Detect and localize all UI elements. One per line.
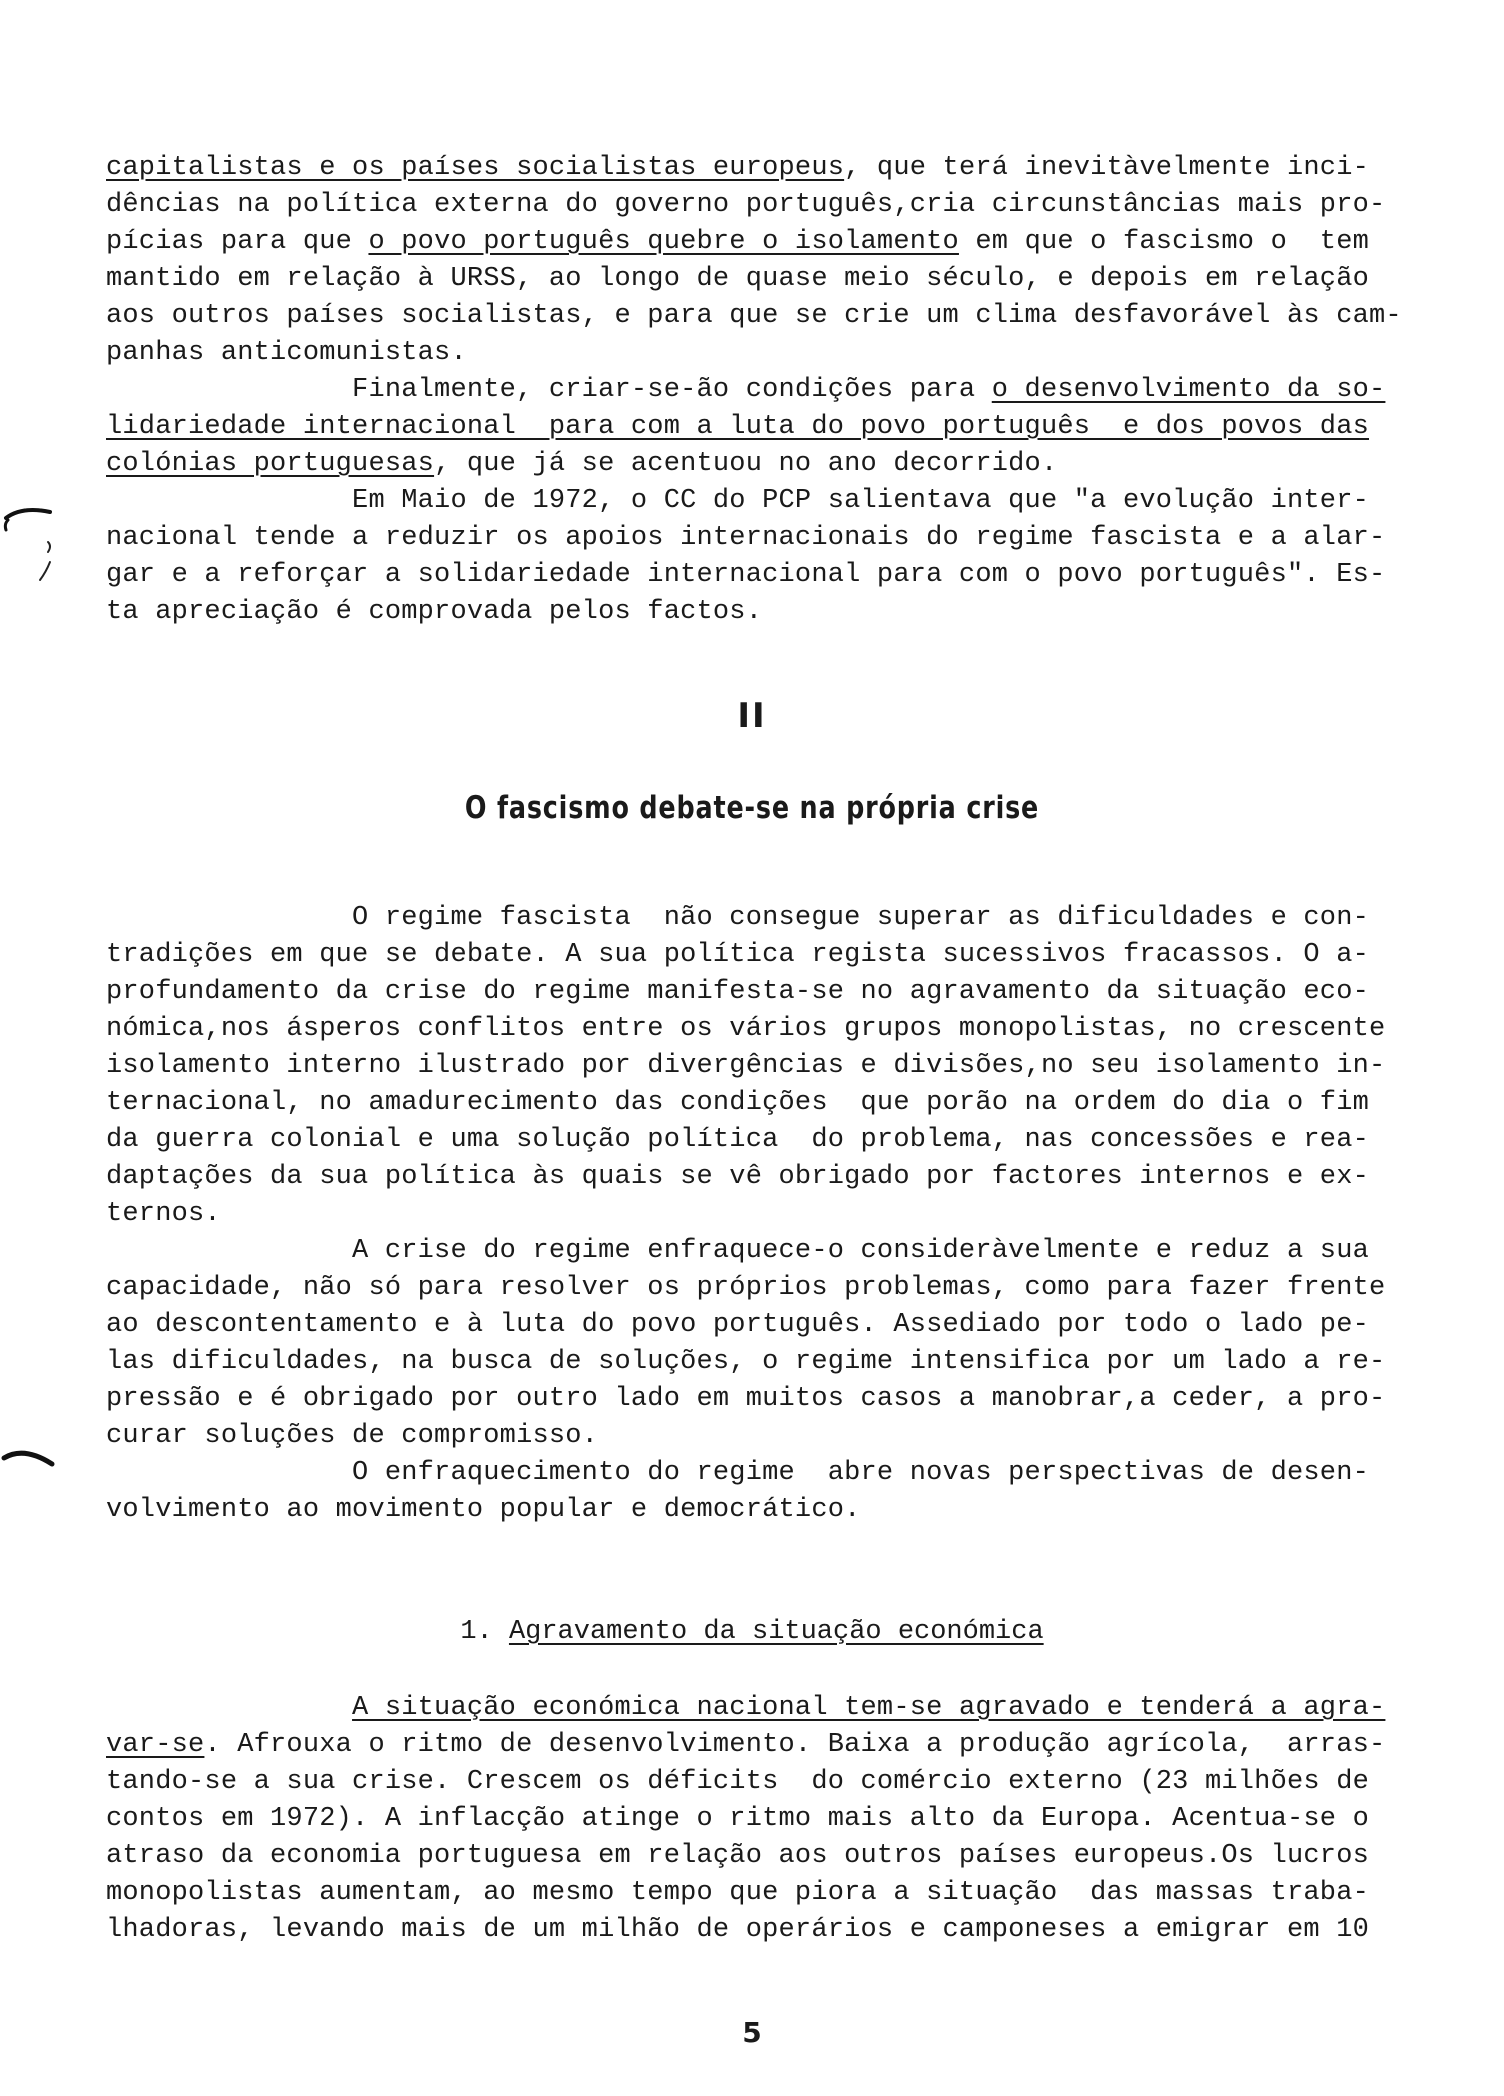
section-title: O fascismo debate-se na própria crise bbox=[464, 790, 1040, 826]
text-line bbox=[106, 1122, 1388, 1159]
text-segment: em que o fascismo o tem bbox=[958, 227, 1370, 257]
text-segment: tando-se a sua crise. Crescem os déficits do comércio externo (23 milhões de bbox=[106, 1767, 1370, 1797]
text-line bbox=[106, 1048, 1388, 1085]
paragraph-block-top bbox=[106, 150, 1402, 631]
text-line bbox=[106, 409, 1388, 446]
subsection-title: Agravamento da situação económica bbox=[508, 1617, 1044, 1647]
underlined-text: o povo português quebre o isolamento bbox=[368, 227, 959, 257]
text-segment: aos outros países socialistas, e para que se crie um clima desfavorável às cam- bbox=[106, 301, 1402, 331]
text-line bbox=[106, 1011, 1388, 1048]
margin-tick-mark bbox=[0, 1440, 60, 1500]
paragraph-block-middle bbox=[106, 900, 1388, 1529]
margin-bracket-mark bbox=[0, 490, 60, 690]
text-segment: profundamento da crise do regime manifesta-se no agravamento da situação eco- bbox=[106, 977, 1370, 1007]
text-segment: capacidade, não só para resolver os próprios problemas, como para fazer frente bbox=[106, 1273, 1386, 1303]
page-number: 5 bbox=[742, 2016, 762, 2049]
subsection-heading bbox=[0, 1614, 1504, 1651]
text-line bbox=[106, 483, 1388, 520]
text-line bbox=[106, 1801, 1388, 1838]
text-segment: O enfraquecimento do regime abre novas perspectivas de desen- bbox=[106, 1458, 1370, 1488]
text-segment: ta apreciação é comprovada pelos factos. bbox=[106, 597, 763, 627]
text-line bbox=[106, 372, 1388, 409]
text-line bbox=[106, 594, 1388, 631]
text-segment: . Afrouxa o ritmo de desenvolvimento. Baixa a produção agrícola, arras- bbox=[204, 1730, 1386, 1760]
underlined-text: capitalistas e os países socialistas europeus bbox=[106, 153, 845, 183]
text-line bbox=[106, 900, 1388, 937]
text-segment: , que terá inevitàvelmente inci- bbox=[844, 153, 1370, 183]
text-segment: panhas anticomunistas. bbox=[106, 338, 467, 368]
text-line bbox=[106, 224, 1388, 261]
text-segment: da guerra colonial e uma solução política do problema, nas concessões e rea- bbox=[106, 1125, 1370, 1155]
text-segment: pressão e é obrigado por outro lado em muitos casos a manobrar,a ceder, a pro- bbox=[106, 1384, 1386, 1414]
text-segment: daptações da sua política às quais se vê obrigado por factores internos e ex- bbox=[106, 1162, 1370, 1192]
underlined-text: lidariedade internacional para com a luta do povo português e dos povos das bbox=[106, 412, 1370, 442]
text-segment: contos em 1972). A inflacção atinge o ritmo mais alto da Europa. Acentua-se o bbox=[106, 1804, 1370, 1834]
text-line bbox=[106, 1270, 1388, 1307]
text-segment: atraso da economia portuguesa em relação aos outros países europeus.Os lucros bbox=[106, 1841, 1370, 1871]
text-line bbox=[106, 1418, 1388, 1455]
text-line bbox=[106, 1307, 1388, 1344]
text-segment: gar e a reforçar a solidariedade internacional para com o povo português". Es- bbox=[106, 560, 1386, 590]
text-segment: Em Maio de 1972, o CC do PCP salientava que "a evolução inter- bbox=[106, 486, 1370, 516]
text-line bbox=[106, 1764, 1388, 1801]
text-line bbox=[106, 1233, 1388, 1270]
text-segment: ao descontentamento e à luta do povo português. Assediado por todo o lado pe- bbox=[106, 1310, 1370, 1340]
text-segment: las dificuldades, na busca de soluções, o regime intensifica por um lado a re- bbox=[106, 1347, 1386, 1377]
text-segment bbox=[106, 1693, 352, 1723]
text-line bbox=[106, 1875, 1388, 1912]
text-segment: isolamento interno ilustrado por divergências e divisões,no seu isolamento in- bbox=[106, 1051, 1386, 1081]
text-segment: dências na política externa do governo português,cria circunstâncias mais pro- bbox=[106, 190, 1386, 220]
text-segment: nacional tende a reduzir os apoios internacionais do regime fascista e a alar- bbox=[106, 523, 1386, 553]
text-line bbox=[106, 974, 1388, 1011]
text-segment: ternos. bbox=[106, 1199, 221, 1229]
text-segment: nómica,nos ásperos conflitos entre os vários grupos monopolistas, no crescente bbox=[106, 1014, 1386, 1044]
text-segment: curar soluções de compromisso. bbox=[106, 1421, 599, 1451]
underlined-text: var-se bbox=[106, 1730, 205, 1760]
text-line bbox=[106, 1838, 1388, 1875]
section-number: II bbox=[737, 696, 767, 736]
text-line bbox=[106, 1690, 1388, 1727]
text-segment: monopolistas aumentam, ao mesmo tempo que piora a situação das massas traba- bbox=[106, 1878, 1370, 1908]
underlined-text: A situação económica nacional tem-se agravado e tenderá a agra- bbox=[352, 1693, 1386, 1723]
text-line bbox=[106, 187, 1388, 224]
text-segment: tradições em que se debate. A sua política regista sucessivos fracassos. O a- bbox=[106, 940, 1370, 970]
text-line bbox=[106, 937, 1388, 974]
text-line bbox=[106, 520, 1388, 557]
text-segment: A crise do regime enfraquece-o consideràvelmente e reduz a sua bbox=[106, 1236, 1370, 1266]
text-line bbox=[106, 1912, 1388, 1949]
text-line bbox=[106, 1727, 1388, 1764]
text-segment: Finalmente, criar-se-ão condições para bbox=[106, 375, 992, 405]
subsection-number: 1. bbox=[460, 1617, 493, 1647]
text-line bbox=[106, 446, 1388, 483]
text-segment: volvimento ao movimento popular e democrático. bbox=[106, 1495, 861, 1525]
text-line bbox=[106, 298, 1402, 335]
underlined-text: colónias portuguesas bbox=[106, 449, 435, 479]
underlined-text: o desenvolvimento da so- bbox=[991, 375, 1386, 405]
text-line bbox=[106, 1196, 1388, 1233]
text-line bbox=[106, 557, 1388, 594]
text-line bbox=[106, 1455, 1388, 1492]
text-line bbox=[106, 150, 1388, 187]
text-segment: pícias para que bbox=[106, 227, 369, 257]
text-line bbox=[106, 1159, 1388, 1196]
text-segment: , que já se acentuou no ano decorrido. bbox=[434, 449, 1058, 479]
text-line bbox=[106, 335, 1388, 372]
text-line bbox=[106, 1085, 1388, 1122]
text-segment: mantido em relação à URSS, ao longo de quase meio século, e depois em relação bbox=[106, 264, 1370, 294]
text-segment: O regime fascista não consegue superar as dificuldades e con- bbox=[106, 903, 1370, 933]
text-line bbox=[106, 261, 1388, 298]
text-segment: ternacional, no amadurecimento das condições que porão na ordem do dia o fim bbox=[106, 1088, 1370, 1118]
text-line bbox=[106, 1492, 1388, 1529]
text-segment: lhadoras, levando mais de um milhão de operários e camponeses a emigrar em 10 bbox=[106, 1915, 1370, 1945]
text-line bbox=[106, 1344, 1388, 1381]
text-line bbox=[106, 1381, 1388, 1418]
paragraph-block-bottom bbox=[106, 1690, 1388, 1949]
